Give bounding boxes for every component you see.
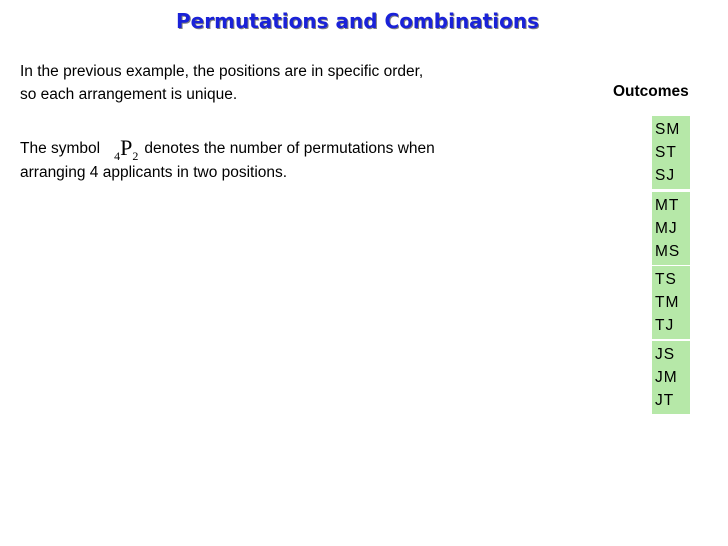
slide-title: Permutations and Combinations	[176, 9, 539, 33]
symbol-r-subscript: 2	[132, 149, 139, 163]
intro-paragraph	[20, 60, 423, 106]
outcome-item: ST	[655, 144, 677, 161]
outcome-item: MS	[655, 243, 681, 260]
symbol-line-2: arranging 4 applicants in two positions.	[20, 164, 288, 181]
outcome-item: SM	[655, 121, 681, 138]
outcome-group	[652, 341, 690, 414]
symbol-n-subscript: 4	[114, 149, 121, 163]
permutation-symbol	[114, 136, 138, 163]
symbol-trail-text: denotes the number of permutations when	[144, 140, 435, 157]
intro-line-1: In the previous example, the positions are in specific order,	[20, 63, 424, 80]
outcome-group	[652, 266, 690, 339]
symbol-letter: P	[120, 135, 133, 160]
intro-line-2: so each arrangement is unique.	[20, 86, 238, 103]
outcome-item: JM	[655, 369, 678, 386]
outcomes-label: Outcomes	[613, 83, 689, 100]
symbol-lead-text: The symbol	[20, 140, 101, 157]
outcome-group	[652, 192, 690, 265]
outcome-item: JS	[655, 346, 676, 363]
outcome-item: TS	[655, 271, 677, 288]
outcome-item: TJ	[655, 317, 675, 334]
outcome-item: TM	[655, 294, 680, 311]
symbol-paragraph	[20, 134, 435, 184]
outcome-item: MT	[655, 197, 680, 214]
outcome-group	[652, 116, 690, 189]
outcome-item: SJ	[655, 167, 676, 184]
outcome-item: JT	[655, 392, 675, 409]
symbol-line-1	[20, 134, 435, 161]
outcome-item: MJ	[655, 220, 678, 237]
